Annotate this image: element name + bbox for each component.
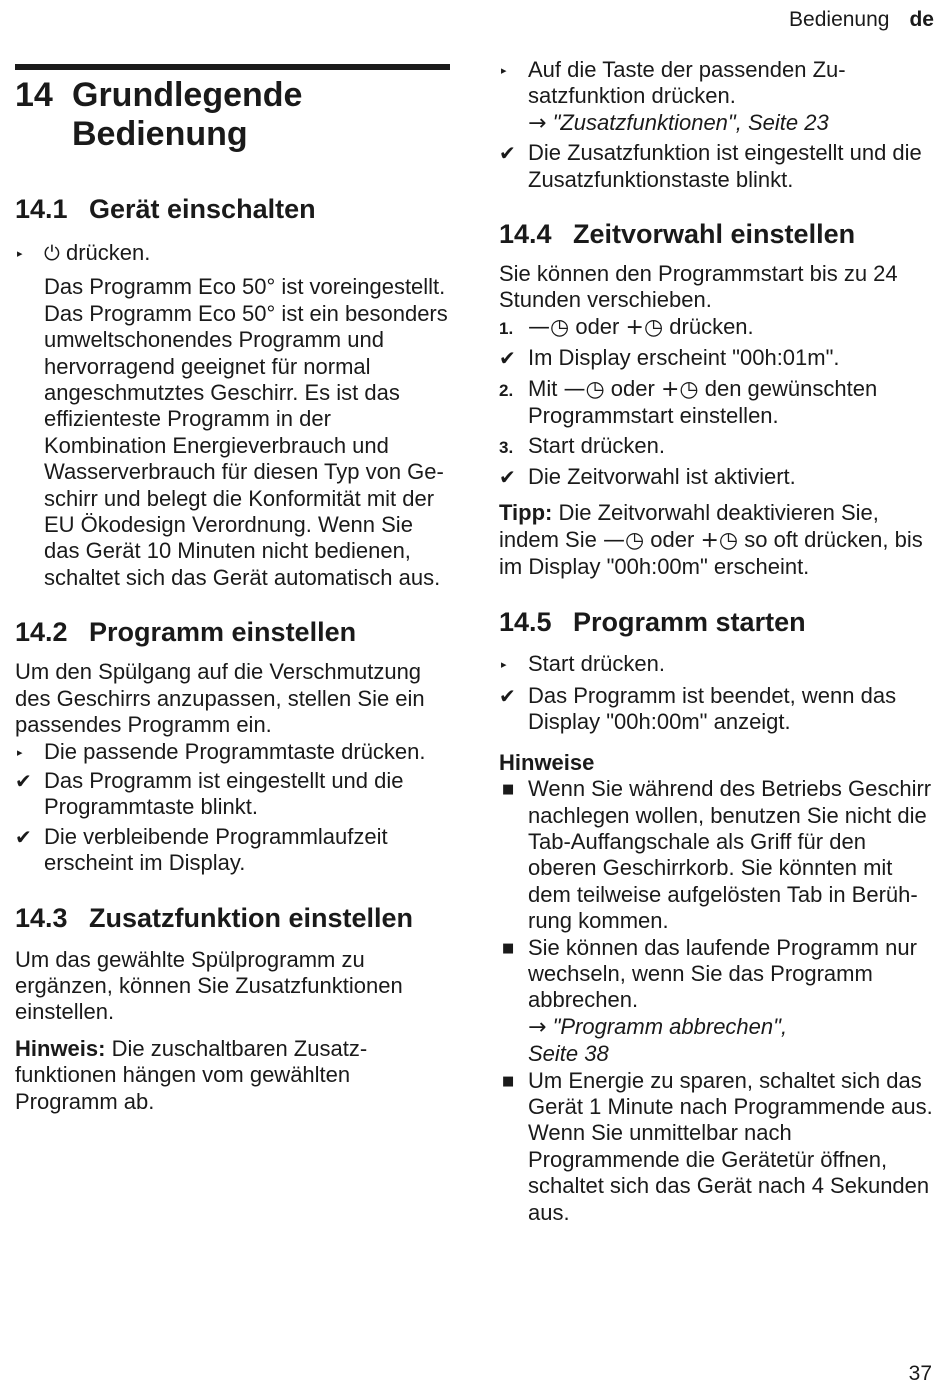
s1-result: Das Programm Eco 50° ist voreingestellt. xyxy=(44,274,446,300)
section-number: 14.5 xyxy=(499,606,552,637)
tip-label: Tipp: xyxy=(499,500,553,526)
check-icon: ✔ xyxy=(499,464,516,489)
note-label: Hinweis: xyxy=(15,1035,106,1061)
chapter-rule xyxy=(15,64,450,70)
section-number: 14.4 xyxy=(499,219,552,250)
tip-text-b: so oft drücken, bis im Display "00h:00m" erscheint. xyxy=(499,526,923,580)
check-icon: ✔ xyxy=(499,346,516,371)
bullet-arrow-icon: ▸ xyxy=(17,745,23,759)
section-number: 14.1 xyxy=(15,194,68,224)
minus-icon: — xyxy=(602,527,625,553)
s2-check2 xyxy=(15,824,450,877)
step-text: Auf die Taste der passenden Zusatzfunktion drücken. xyxy=(528,57,846,109)
bullet-arrow-icon: ▸ xyxy=(17,247,23,260)
s5-note3 xyxy=(499,1068,939,1226)
note-text: Um Energie zu sparen, schaltet sich das Gerät 1 Minute nach Programmende aus. Wenn Sie unmittelbar nach Programmende die Gerätetür öffnen, schaltet sich das Gerät nach 4 Sekunden aus. xyxy=(528,1067,933,1225)
s2-check1 xyxy=(15,768,450,821)
s2-step xyxy=(15,739,450,765)
step-text: drücken. xyxy=(65,240,151,265)
header-language: de xyxy=(909,8,934,31)
clock-icon: ◷ xyxy=(718,527,739,553)
s3-intro: Um das gewählte Spülprogramm zu ergänzen, können Sie Zusatzfunktionen einstellen. xyxy=(15,946,403,1025)
s2-intro: Um den Spülgang auf die Verschmutzung des Geschirrs anzupassen, stellen Sie ein passendes Programm ein. xyxy=(15,659,425,738)
s3-note xyxy=(15,1036,450,1115)
right-column xyxy=(499,57,939,1226)
section-14-4-heading xyxy=(499,217,939,251)
s5-notes-title: Hinweise xyxy=(499,749,595,775)
start-key-label: Start xyxy=(528,650,575,676)
section-title: Gerät einschalten xyxy=(89,194,316,224)
s3-check xyxy=(499,140,939,193)
section-title: Zeitvorwahl einstellen xyxy=(573,219,856,250)
chapter-title-line1: Grundlegende xyxy=(72,76,303,114)
check-icon: ✔ xyxy=(499,141,516,166)
s4-step1 xyxy=(499,314,939,341)
s1-text: Das Programm Eco 50° ist ein besonders umweltschonendes Programm und hervorragend geeignet für normal angeschmutztes Geschirr. Es ist das effizienteste Programm in der Kombination Energieverbrauch und Wasserverbrauch für diesen Typ von Geschirr und belegt die Konformität mit der EU Ökodesign Verordnung. Wenn Sie das Gerät 10 Minuten nicht bedienen, schaltet sich das Gerät automatisch aus. xyxy=(44,300,448,590)
chapter-heading xyxy=(15,76,450,154)
step-text-druecken: drücken. xyxy=(669,313,754,339)
check-icon: ✔ xyxy=(499,683,516,708)
left-column xyxy=(15,0,450,1115)
check-text: Das Programm ist beendet, wenn das Display "00h:00m" anzeigt. xyxy=(528,682,897,735)
s4-check3 xyxy=(499,464,939,490)
step-text-mit: Mit xyxy=(528,375,558,401)
s5-cross-reference xyxy=(528,1014,787,1066)
tip-text-a: Die Zeitvorwahl deaktivieren Sie, indem Sie xyxy=(499,500,879,552)
xref-text: "Programm abbrechen", xyxy=(552,1013,788,1039)
plus-icon: + xyxy=(700,527,719,553)
arrow-right-icon: → xyxy=(528,1014,547,1040)
s4-tip xyxy=(499,500,939,580)
step-text-oder: oder xyxy=(575,313,620,339)
clock-icon: ◷ xyxy=(585,376,605,402)
square-bullet-icon: ■ xyxy=(502,940,515,956)
s4-step2 xyxy=(499,376,939,430)
s5-note1 xyxy=(499,776,939,934)
plus-icon: + xyxy=(625,314,644,340)
check-icon: ✔ xyxy=(15,768,32,793)
step-text: Die passende Programmtaste drücken. xyxy=(44,738,426,764)
s5-step xyxy=(499,651,939,677)
section-title: Zusatzfunktion einstellen xyxy=(89,902,414,933)
check-text: Das Programm ist eingestellt und die Programmtaste blinkt. xyxy=(44,767,404,820)
check-text: Die verbleibende Programmlaufzeit erscheint im Display. xyxy=(44,823,388,876)
section-14-5-heading xyxy=(499,605,939,639)
s4-step3 xyxy=(499,433,939,459)
running-header xyxy=(789,8,934,32)
section-14-1-heading xyxy=(15,192,450,226)
step-text: drücken. xyxy=(580,650,665,676)
note-text: Die zuschaltbaren Zusatzfunktionen hängen vom gewählten Programm ab. xyxy=(15,1035,368,1114)
step-text-oder: oder xyxy=(610,375,655,401)
clock-icon: ◷ xyxy=(624,527,645,553)
step-text: drücken. xyxy=(580,433,665,459)
power-icon: ⏻ xyxy=(44,241,60,265)
header-section: Bedienung xyxy=(789,8,890,31)
s3-step xyxy=(499,57,939,137)
note-text: Wenn Sie während des Betriebs Geschirr nachlegen wollen, benutzen Sie nicht die Tab-Auffangschale als Griff für den oberen Geschirrkorb. Sie könnten mit dem teilweise aufgelösten Tab in Berührung kommen. xyxy=(528,776,932,934)
plus-icon: + xyxy=(660,376,680,402)
step-number: 3. xyxy=(499,438,514,458)
xref-page: Seite 38 xyxy=(528,1041,609,1067)
clock-icon: ◷ xyxy=(643,314,664,340)
tip-text-oder: oder xyxy=(650,526,695,552)
check-icon: ✔ xyxy=(15,824,32,849)
check-text: Im Display erscheint "00h:01m". xyxy=(528,345,840,371)
minus-icon: — xyxy=(528,314,550,340)
arrow-right-icon: → xyxy=(528,110,547,136)
step-text-rest: den gewünschten Programmstart einstellen. xyxy=(528,375,878,429)
square-bullet-icon: ■ xyxy=(502,782,515,798)
s4-intro: Sie können den Programmstart bis zu 24 Stunden verschieben. xyxy=(499,261,898,313)
s3-cross-reference xyxy=(528,110,829,135)
step-number: 2. xyxy=(499,380,514,400)
section-number: 14.2 xyxy=(15,617,68,648)
step-power xyxy=(15,240,450,266)
chapter-title-line2: Bedienung xyxy=(72,115,248,153)
s5-check xyxy=(499,683,939,736)
s5-note2 xyxy=(499,935,939,1068)
section-14-3-heading xyxy=(15,901,450,935)
page-number: 37 xyxy=(908,1362,932,1385)
step-number: 1. xyxy=(499,318,514,338)
bullet-arrow-icon: ▸ xyxy=(501,657,507,671)
section-title: Programm einstellen xyxy=(89,617,357,648)
check-text: Die Zusatzfunktion ist eingestellt und die Zusatzfunktionstaste blinkt. xyxy=(528,140,922,192)
clock-icon: ◷ xyxy=(550,314,570,340)
xref-text: "Zusatzfunktionen", Seite 23 xyxy=(552,109,829,135)
section-14-2-heading xyxy=(15,615,450,649)
square-bullet-icon: ■ xyxy=(502,1073,515,1089)
section-number: 14.3 xyxy=(15,902,68,933)
chapter-number: 14 xyxy=(15,76,53,114)
minus-icon: — xyxy=(563,376,586,402)
bullet-arrow-icon: ▸ xyxy=(501,64,507,77)
note-text: Sie können das laufende Programm nur wechseln, wenn Sie das Programm abbrechen. xyxy=(528,934,917,1013)
start-key-label: Start xyxy=(528,433,575,459)
section-title: Programm starten xyxy=(573,606,806,637)
clock-icon: ◷ xyxy=(679,376,699,402)
check-text: Die Zeitvorwahl ist aktiviert. xyxy=(528,463,796,489)
s4-check1 xyxy=(499,345,939,371)
